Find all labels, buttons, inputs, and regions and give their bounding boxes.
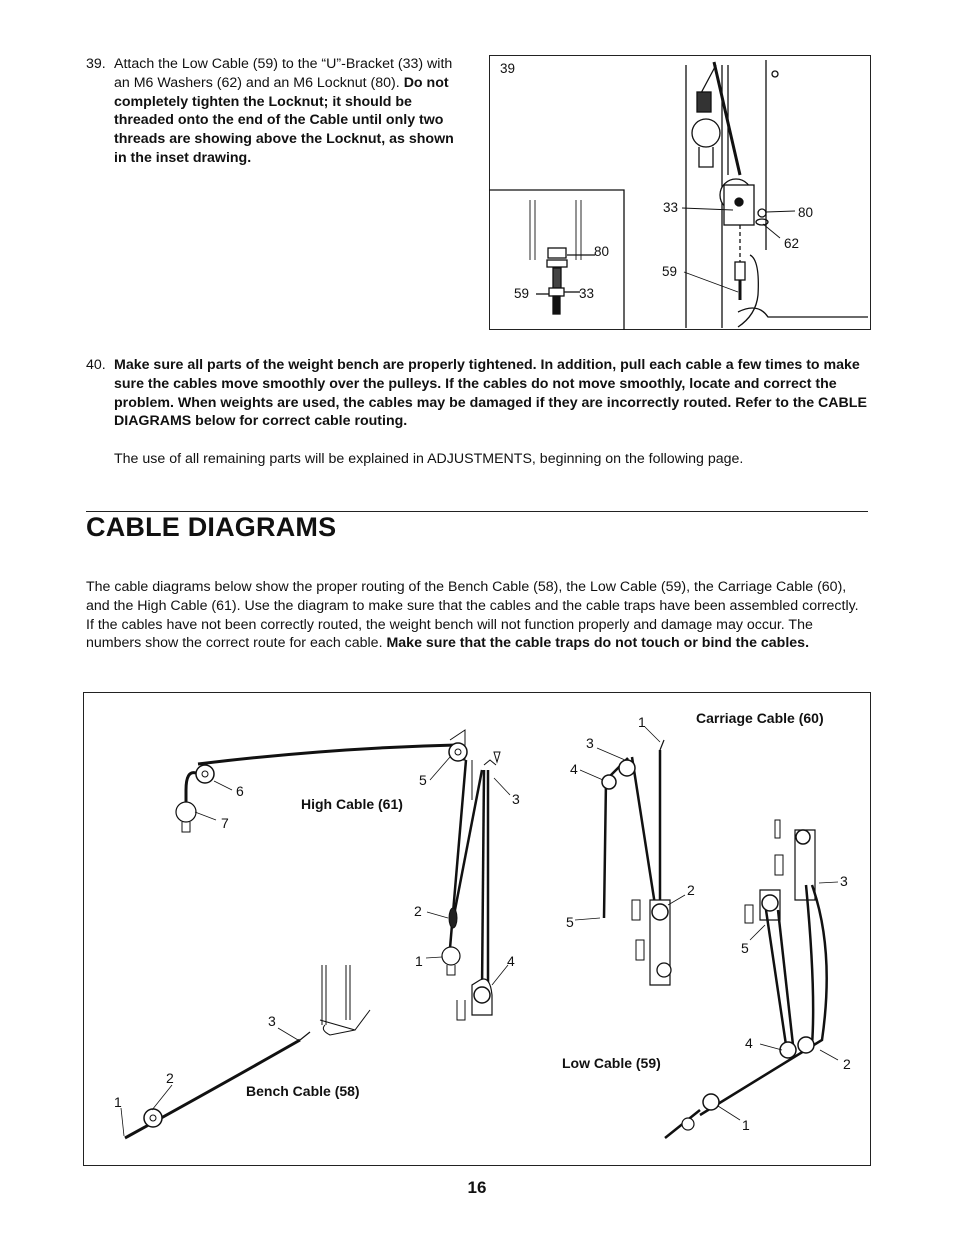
carriage-cable-point-3: 3 [586,735,594,751]
carriage-cable-label: Carriage Cable (60) [696,710,824,726]
bench-cable-point-1: 1 [114,1094,122,1110]
bench-cable-point-2: 2 [166,1070,174,1086]
high-cable-point-3: 3 [512,791,520,807]
callout-62: 62 [784,236,800,251]
section-intro-text: The cable diagrams below show the proper routing of the Bench Cable (58), the Low Cable (59), the Carriage Cable (60), and the High Cable (61). Use the diagram to make sure that the cables and the cable traps have been assembled correctly. If the cables have not been correctly routed, the weight bench will not function properly and damage may occur. The numbers show the correct route for each cable. [86,579,859,652]
inset-callout-80: 80 [594,244,610,259]
carriage-cable-point-1: 1 [638,714,646,730]
page-number: 16 [467,1178,487,1197]
low-cable-point-5: 5 [741,940,749,956]
high-cable-label: High Cable (61) [301,796,403,812]
figure-39-number: 39 [500,61,516,76]
inset-callout-33: 33 [579,286,595,301]
carriage-cable-point-2: 2 [687,882,695,898]
inset-callout-59: 59 [514,286,530,301]
step-40-number: 40. [86,357,106,373]
high-cable-point-5: 5 [419,772,427,788]
low-cable-point-2: 2 [843,1056,851,1072]
low-cable-point-3: 3 [840,873,848,889]
step-39-instruction: Attach the Low Cable (59) to the “U”-Bracket (33) with an M6 Washers (62) and an M6 Locknut (80). [114,56,453,91]
step-40-followup: The use of all remaining parts will be explained in ADJUSTMENTS, beginning on the following page. [114,451,744,468]
low-cable-point-4: 4 [745,1035,753,1051]
step-39-number: 39. [86,56,106,72]
callout-33: 33 [663,200,679,215]
carriage-cable-point-5: 5 [566,914,574,930]
step-39-warning: Do not completely tighten the Locknut; it should be threaded onto the end of the Cable until only two threads are showing above the Locknut, as shown in the inset drawing. [114,74,454,166]
section-intro-warning: Make sure that the cable traps do not touch or bind the cables. [386,635,810,652]
high-cable-point-7: 7 [221,815,229,831]
high-cable-point-1: 1 [415,953,423,969]
callout-59: 59 [662,264,678,279]
high-cable-point-4: 4 [507,953,515,969]
section-title: CABLE DIAGRAMS [86,512,337,542]
step-40-warning: Make sure all parts of the weight bench are properly tightened. In addition, pull each cable a few times to make sure the cables move smoothly over the pulleys. If the cables do not move smoothly, locate and correct the problem. When weights are used, the cables may be damaged if they are incorrectly routed. Refer to the CABLE DIAGRAMS below for correct cable routing. [114,357,867,430]
high-cable-point-2: 2 [414,903,422,919]
bench-cable-label: Bench Cable (58) [246,1083,360,1099]
low-cable-label: Low Cable (59) [562,1055,661,1071]
carriage-cable-point-4: 4 [570,761,578,777]
callout-80: 80 [798,205,814,220]
bench-cable-point-3: 3 [268,1013,276,1029]
low-cable-point-1: 1 [742,1117,750,1133]
high-cable-point-6: 6 [236,783,244,799]
